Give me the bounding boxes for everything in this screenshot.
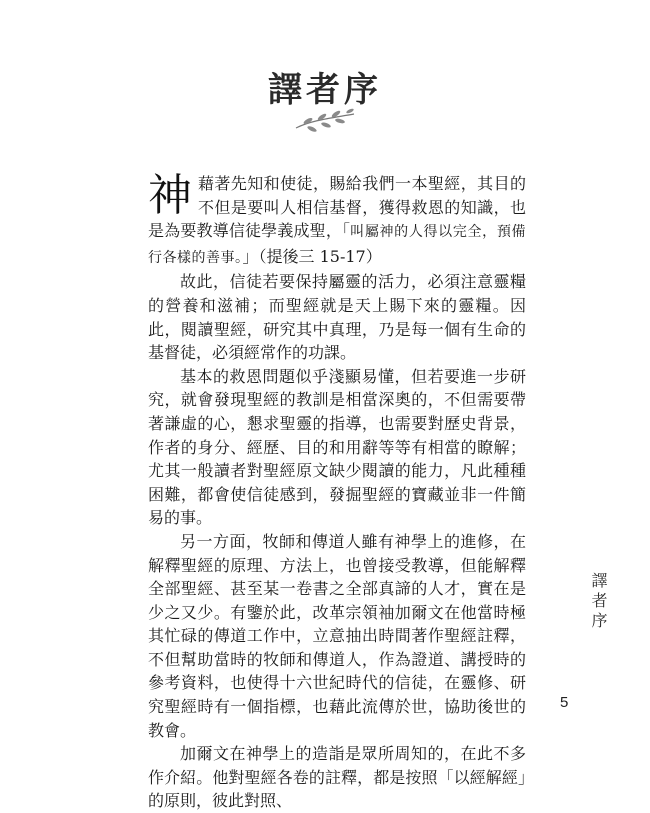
paragraph-1 (148, 172, 526, 270)
running-header: 譯者序 (589, 572, 608, 632)
paragraph-3: 基本的救恩問題似乎淺顯易懂，但若要進一步研究，就會發現聖經的教訓是相當深奧的，不但需要帶著謙虛的心，懇求聖靈的指導，也需要對歷史背景，作者的身分、經歷、目的和用辭等等有相當的瞭解；尤其一般讀者對聖經原文缺少閱讀的能力，凡此種種困難，都會使信徒感到，發掘聖經的寶藏並非一件簡易的事。 (148, 366, 526, 528)
scripture-quote: 叫屬神的人得以完全，預備行各樣的善事。 (148, 224, 526, 266)
paragraph-4: 另一方面，牧師和傳道人雖有神學上的進修，在解釋聖經的原理、方法上，也曾接受教導，但能解釋全部聖經、甚至某一卷書之全部真諦的人才，實在是少之又少。有鑒於此，改革宗領袖加爾文在他當時極其忙碌的傳道工作中，立意抽出時間著作聖經註釋，不但幫助當時的牧師和傳道人，作為證道、講授時的參考資料，也使得十六世紀時代的信徒，在靈修、研究聖經時有一個指標，也藉此流傳於世，協助後世的教會。 (148, 531, 526, 740)
page-title: 譯者序 (268, 70, 382, 110)
page-number: 5 (560, 694, 569, 711)
preface-body (148, 172, 526, 813)
paragraph-2: 故此，信徒若要保持屬靈的活力，必須注意靈糧的營養和滋補；而聖經就是天上賜下來的靈糧。因此，閱讀聖經，研究其中真理，乃是每一個有生命的基督徒，必須經常作的功課。 (148, 272, 526, 363)
paragraph-1-text: 藉著先知和使徒，賜給我們一本聖經，其目的不但是要叫人相信基督，獲得救恩的知識，也是為要教導信徒學義成聖，「 (148, 174, 526, 241)
paragraph-5: 加爾文在神學上的造詣是眾所周知的，在此不多作介紹。他對聖經各卷的註釋，都是按照「以經解經」的原則，彼此對照、 (148, 744, 526, 811)
scripture-reference: 」（提後三 15-17） (242, 246, 382, 266)
drop-cap: 神 (148, 170, 192, 221)
leaf-ornament-icon (290, 106, 360, 136)
